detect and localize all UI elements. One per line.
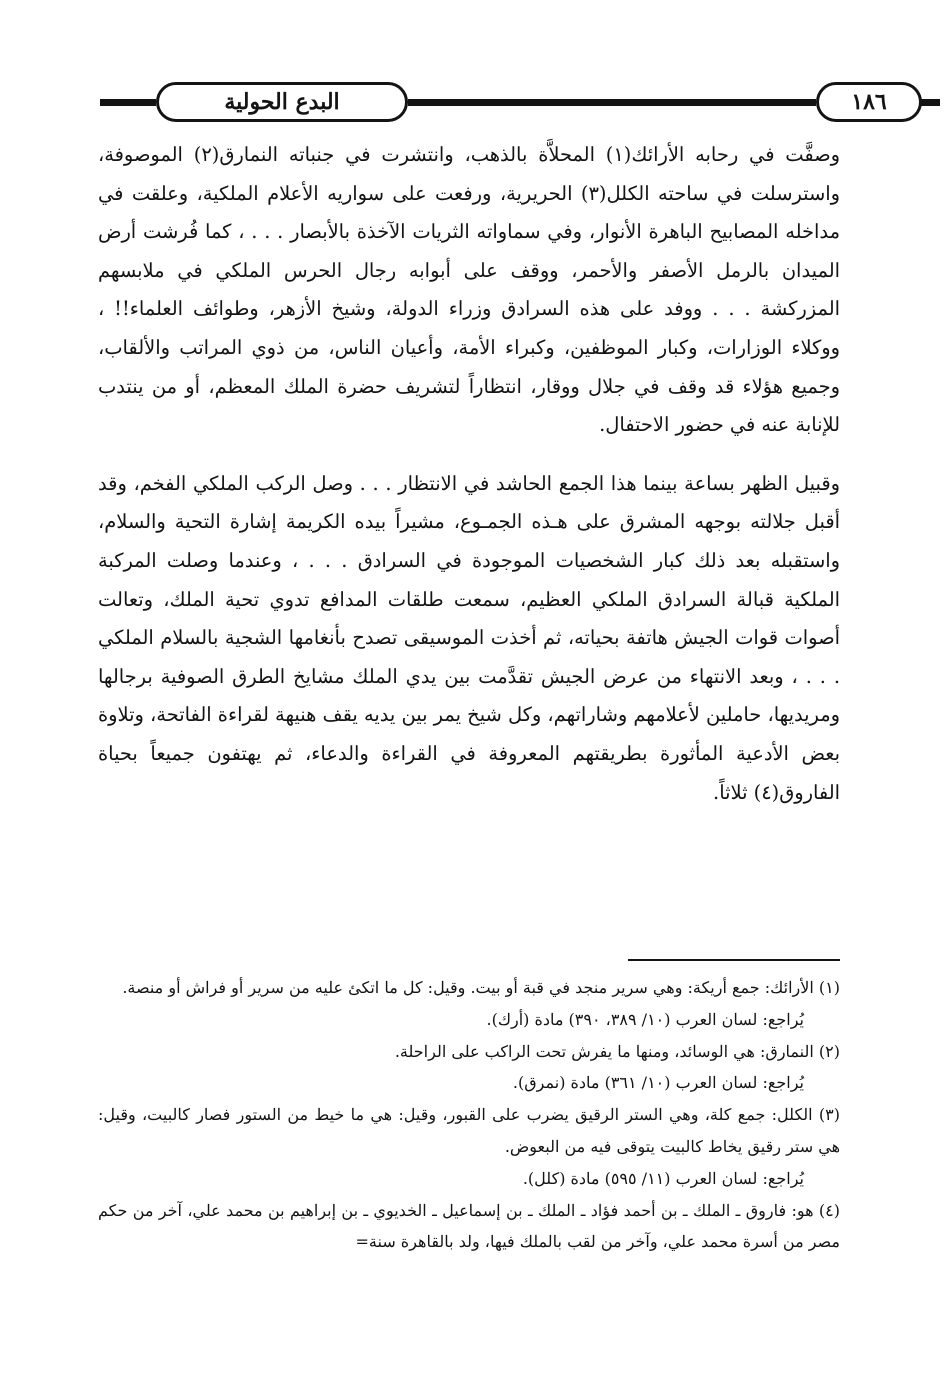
- footnote-reference: يُراجع: لسان العرب (١٠/ ٣٦١) مادة (نمرق).: [512, 1073, 804, 1093]
- footnote-text: (٤) هو: فاروق ـ الملك ـ بن أحمد فؤاد ـ الملك ـ بن إسماعيل ـ الخديوي ـ بن إبراهيم بن محمد علي، آخر من حكم مصر من أسرة محمد علي، وآخر من لقب بالملك فيها، ولد بالقاهرة سنة=: [98, 1200, 840, 1252]
- paragraph: وقبيل الظهر بساعة بينما هذا الجمع الحاشد في الانتظار . . . وصل الركب الملكي الفخم، وقد أقبل جلالته بوجهه المشرق على هـذه الجمـوع، مشيراً بيده الكريمة إشارة التحية والسلام، واستقبله بعد ذلك كبار الشخصيات الموجودة في السرادق . . . ، وعندما وصلت المركبة الملكية قبالة السرادق الملكي العظيم، سمعت طلقات المدافع تدوي تحية الملك، وتعالت أصوات قوات الجيش هاتفة بحياته، ثم أخذت الموسيقى تصدح بأنغامها الشجية بالسلام الملكي . . . ، وبعد الانتهاء من عرض الجيش تقدَّمت بين يدي الملك مشايخ الطرق الصوفية برجالها ومريديها، حاملين لأعلامهم وشاراتهم، وكل شيخ يمر بين يديه يقف هنيهة لقراءة الفاتحة، وتلاوة بعض الأدعية المأثورة بطريقتهم المعروفة في القراءة والدعاء، ثم يهتفون جميعاً بحياة الفاروق(٤) ثلاثاً.: [98, 471, 840, 804]
- footnote: [98, 1195, 840, 1259]
- header-rule-middle: [408, 99, 816, 106]
- footnote-separator: [628, 959, 840, 961]
- footnote-reference: يُراجع: لسان العرب (١١/ ٥٩٥) مادة (كلل).: [522, 1168, 804, 1188]
- page-number: ١٨٦: [816, 82, 922, 122]
- footnotes: [98, 972, 840, 1258]
- running-header: [100, 82, 887, 122]
- footnote-text: (١) الأرائك: جمع أريكة: وهي سرير منجد في قبة أو بيت. وقيل: كل ما اتكئ عليه من سرير أو فراش أو منصة.: [122, 978, 840, 997]
- paragraph: وصفَّت في رحابه الأرائك(١) المحلاَّة بالذهب، وانتشرت في جنباته النمارق(٢) الموصوفة، واسترسلت في ساحته الكلل(٣) الحريرية، ورفعت على سواريه الأعلام الملكية، وعلقت في مداخله المصابيح الباهرة الأنوار، وفي سماواته الثريات الآخذة بالأبصار . . . ، كما فُرشت أرض الميدان بالرمل الأصفر والأحمر، ووقف على أبوابه رجال الحرس الملكي في ملابسهم المزركشة . . . ووفد على هذه السرادق وزراء الدولة، وشيخ الأزهر، وطوائف العلماء!! ، ووكلاء الوزارات، وكبار الموظفين، وكبراء الأمة، وأعيان الناس، من ذوي المراتب والألقاب، وجميع هؤلاء قد وقف في جلال ووقار، انتظاراً لتشريف حضرة الملك المعظم، أو من ينتدب للإنابة عنه في حضور الاحتفال.: [98, 143, 841, 437]
- header-rule-right: [920, 99, 940, 106]
- main-text: [98, 136, 840, 812]
- header-rule-left: [100, 99, 156, 106]
- footnote-reference: يُراجع: لسان العرب (١٠/ ٣٨٩، ٣٩٠) مادة (أرك).: [486, 1009, 804, 1029]
- footnote: [98, 1036, 840, 1100]
- footnote-text: (٢) النمارق: هي الوسائد، ومنها ما يفرش تحت الراكب على الراحلة.: [394, 1041, 840, 1061]
- footnote-text: (٣) الكلل: جمع كلة، وهي الستر الرقيق يضرب على القبور، وقيل: هي ما خيط من الستور فصار كالبيت، وقيل: هي ستر رقيق يخاط كالبيت يتوقى فيه من البعوض.: [98, 1105, 840, 1156]
- footnote: [98, 972, 840, 1036]
- running-title: البدع الحولية: [156, 82, 408, 122]
- footnote: [98, 1099, 840, 1194]
